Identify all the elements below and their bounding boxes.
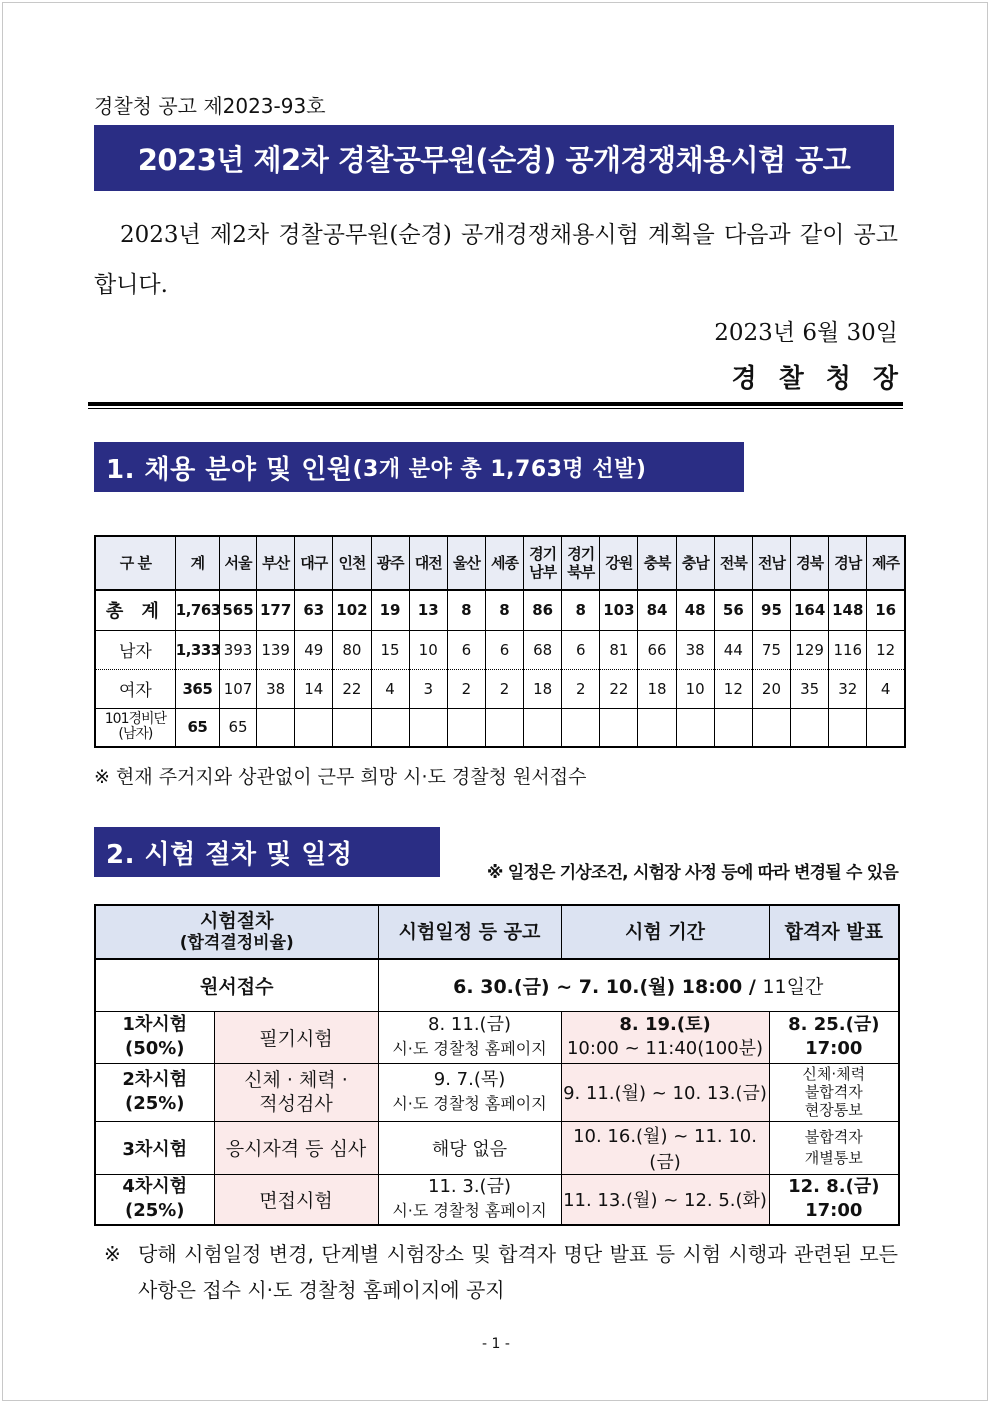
table-cell: 13: [409, 590, 447, 630]
column-header: 충북: [638, 536, 676, 590]
table-cell: 32: [829, 669, 867, 708]
stage-1: [95, 1011, 214, 1063]
table-cell: [562, 708, 600, 747]
table-cell: 18: [524, 669, 562, 708]
table-cell: [333, 708, 371, 747]
stage-3-period: 10. 16.(월) ~ 11. 10.(금): [561, 1121, 769, 1174]
stage-1-result: [769, 1011, 899, 1063]
row-label: 남자: [95, 630, 175, 669]
column-header: 대구: [295, 536, 333, 590]
table-cell: [676, 708, 714, 747]
stage-1-result-time: 17:00: [805, 1038, 863, 1059]
table-cell: 18: [638, 669, 676, 708]
table-cell: 35: [791, 669, 829, 708]
table-cell: 177: [257, 590, 295, 630]
table-cell: 2: [562, 669, 600, 708]
stage-2-label: 2차시험: [122, 1069, 188, 1090]
stage-3-label: 3차시험: [95, 1121, 214, 1174]
table-cell: [638, 708, 676, 747]
reception-days: 11일간: [762, 975, 824, 998]
table-cell: 8: [485, 590, 523, 630]
stage-4-announce: [378, 1174, 561, 1225]
stage-4-ratio: (25%): [124, 1200, 185, 1222]
table-cell: 1,333: [175, 630, 219, 669]
table-cell: 22: [600, 669, 638, 708]
table-cell: 66: [638, 630, 676, 669]
column-header: 서울: [219, 536, 256, 590]
stage-1-announce-place: 시·도 경찰청 홈페이지: [392, 1039, 547, 1058]
table-cell: 10: [676, 669, 714, 708]
table-cell: 81: [600, 630, 638, 669]
header-procedure-sub: (합격결정비율): [179, 933, 294, 953]
table-cell: 75: [752, 630, 790, 669]
reception-label: 원서접수: [95, 959, 378, 1011]
stage-3-result: [769, 1121, 899, 1174]
column-header: 인천: [333, 536, 371, 590]
reception-value: 6. 30.(금) ~ 7. 10.(월) 18:00 /: [453, 975, 763, 998]
table-cell: 16: [867, 590, 905, 630]
table-row: [95, 669, 905, 708]
stage-2-type-line1: 신체 · 체력 ·: [244, 1069, 348, 1091]
stage-1-period-date: 8. 19.(토): [619, 1014, 711, 1035]
column-header: 울산: [447, 536, 485, 590]
table-cell: 14: [295, 669, 333, 708]
notice-date: 2023년 6월 30일: [714, 320, 898, 346]
stage-4-result-time: 17:00: [805, 1200, 863, 1222]
signer: 경찰청장: [731, 364, 920, 394]
stage-1-period-time: 10:00 ~ 11:40(100분): [566, 1038, 764, 1059]
table-cell: 116: [829, 630, 867, 669]
table-cell: 48: [676, 590, 714, 630]
stage-2-announce-date: 9. 7.(목): [433, 1069, 506, 1090]
table-cell: 12: [867, 630, 905, 669]
column-header: 강원: [600, 536, 638, 590]
table-cell: 102: [333, 590, 371, 630]
stage-1-result-date: 8. 25.(금): [788, 1014, 880, 1035]
table-cell: [524, 708, 562, 747]
row-label: 여자: [95, 669, 175, 708]
column-header: 부산: [257, 536, 295, 590]
table-cell: 103: [600, 590, 638, 630]
table-cell: 139: [257, 630, 295, 669]
stage-1-ratio: (50%): [124, 1038, 185, 1059]
section1-note: ※ 현재 주거지와 상관없이 근무 희망 시·도 경찰청 원서접수: [94, 766, 587, 788]
table-cell: 38: [676, 630, 714, 669]
stage-4-period: 11. 13.(월) ~ 12. 5.(화): [561, 1174, 769, 1225]
table-cell: 2: [485, 669, 523, 708]
table-cell: 565: [219, 590, 256, 630]
schedule-table: [94, 904, 900, 1226]
stage-3-result-line1: 불합격자: [804, 1127, 863, 1146]
stage-2-result: [769, 1063, 899, 1121]
header-procedure-label: 시험절차: [200, 910, 274, 932]
column-header: 경북: [791, 536, 829, 590]
section2-heading: 2. 시험 절차 및 일정: [94, 827, 440, 877]
table-cell: [791, 708, 829, 747]
table-row: [95, 708, 905, 747]
table-cell: 65: [175, 708, 219, 747]
table-cell: 365: [175, 669, 219, 708]
stage-3-announce: 해당 없음: [378, 1121, 561, 1174]
table-cell: [867, 708, 905, 747]
table-cell: 3: [409, 669, 447, 708]
notice-number: 경찰청 공고 제2023-93호: [94, 94, 326, 118]
table-cell: 38: [257, 669, 295, 708]
stage-3-result-line2: 개별통보: [804, 1148, 863, 1167]
table-row: [95, 590, 905, 630]
stage-2-period: 9. 11.(월) ~ 10. 13.(금): [561, 1063, 769, 1121]
stage-4-label: 4차시험: [122, 1176, 188, 1198]
divider: [88, 402, 903, 406]
divider: [88, 408, 903, 409]
stage-4-announce-date: 11. 3.(금): [428, 1176, 511, 1198]
column-header: 세종: [485, 536, 523, 590]
column-header: 대전: [409, 536, 447, 590]
schedule-change-note: ※ 일정은 기상조건, 시험장 사정 등에 따라 변경될 수 있음: [486, 863, 898, 883]
stage-2-ratio: (25%): [124, 1093, 185, 1114]
header-result: 합격자 발표: [769, 905, 899, 959]
table-cell: 393: [219, 630, 256, 669]
section1-heading-text: 1. 채용 분야 및 인원: [106, 454, 353, 485]
table-cell: 4: [371, 669, 409, 708]
column-header: 경남: [829, 536, 867, 590]
table-cell: [485, 708, 523, 747]
stage-2-result-line3: 현장통보: [804, 1101, 863, 1119]
footnote-mark: ※: [104, 1242, 121, 1266]
table-cell: 56: [714, 590, 752, 630]
stage-4: [95, 1174, 214, 1225]
table-cell: 44: [714, 630, 752, 669]
stage-4-announce-place: 시·도 경찰청 홈페이지: [392, 1201, 547, 1221]
table-cell: 6: [447, 630, 485, 669]
table-cell: [714, 708, 752, 747]
column-header: 제주: [867, 536, 905, 590]
row-label: 총 계: [95, 590, 175, 630]
table-cell: 63: [295, 590, 333, 630]
table-cell: 12: [714, 669, 752, 708]
column-header: 충남: [676, 536, 714, 590]
table-cell: 6: [485, 630, 523, 669]
stage-4-type: 면접시험: [214, 1174, 378, 1225]
header-procedure: [95, 905, 378, 959]
header-period: 시험 기간: [561, 905, 769, 959]
column-header: 광주: [371, 536, 409, 590]
stage-4-result: [769, 1174, 899, 1225]
table-cell: 6: [562, 630, 600, 669]
table-cell: 86: [524, 590, 562, 630]
table-cell: 8: [447, 590, 485, 630]
table-cell: [371, 708, 409, 747]
stage-1-announce: [378, 1011, 561, 1063]
stage-2-result-line1: 신체·체력: [802, 1065, 866, 1083]
table-cell: 49: [295, 630, 333, 669]
stage-1-type: 필기시험: [214, 1011, 378, 1063]
stage-3-type: 응시자격 등 심사: [214, 1121, 378, 1174]
footnote-text: 당해 시험일정 변경, 단계별 시험장소 및 합격자 명단 발표 등 시험 시행과 관련된 모든 사항은 접수 시·도 경찰청 홈페이지에 공지: [138, 1242, 898, 1302]
stage-2-announce: [378, 1063, 561, 1121]
table-cell: 15: [371, 630, 409, 669]
stage-1-period: [561, 1011, 769, 1063]
stage-2-type: [214, 1063, 378, 1121]
table-cell: 2: [447, 669, 485, 708]
stage-1-label: 1차시험: [122, 1014, 188, 1035]
header-announce: 시험일정 등 공고: [378, 905, 561, 959]
table-cell: 129: [791, 630, 829, 669]
column-header: 경기 북부: [562, 536, 600, 590]
column-header: 경기 남부: [524, 536, 562, 590]
table-cell: 1,763: [175, 590, 219, 630]
table-row: [95, 630, 905, 669]
table-cell: 20: [752, 669, 790, 708]
footnote: [104, 1236, 898, 1308]
recruitment-table: [94, 535, 906, 748]
table-cell: [600, 708, 638, 747]
stage-1-announce-date: 8. 11.(금): [428, 1014, 511, 1035]
intro-text: 2023년 제2차 경찰공무원(순경) 공개경쟁채용시험 계획을 다음과 같이 공고합니다.: [94, 222, 898, 298]
table-cell: 4: [867, 669, 905, 708]
page-number: - 1 -: [482, 1336, 510, 1352]
reception-period: [378, 959, 899, 1011]
table-cell: 68: [524, 630, 562, 669]
stage-2-result-line2: 불합격자: [804, 1083, 863, 1101]
table-cell: [295, 708, 333, 747]
table-cell: 19: [371, 590, 409, 630]
table-cell: [409, 708, 447, 747]
table-cell: 65: [219, 708, 256, 747]
section1-heading-paren: (3개 분야 총 1,763명 선발): [352, 456, 647, 482]
table-cell: [257, 708, 295, 747]
table-cell: 80: [333, 630, 371, 669]
table-cell: [447, 708, 485, 747]
row-label: 101경비단 (남자): [95, 708, 175, 747]
table-cell: [752, 708, 790, 747]
section1-heading: [94, 442, 744, 492]
table-cell: 95: [752, 590, 790, 630]
table-cell: 22: [333, 669, 371, 708]
stage-4-result-date: 12. 8.(금): [788, 1176, 880, 1198]
page-title: 2023년 제2차 경찰공무원(순경) 공개경쟁채용시험 공고: [94, 125, 894, 191]
column-header: 계: [175, 536, 219, 590]
column-header: 구 분: [95, 536, 175, 590]
table-cell: 10: [409, 630, 447, 669]
stage-2-announce-place: 시·도 경찰청 홈페이지: [392, 1094, 547, 1113]
stage-2-type-line2: 적성검사: [259, 1093, 333, 1115]
table-cell: 8: [562, 590, 600, 630]
table-cell: 84: [638, 590, 676, 630]
table-cell: 164: [791, 590, 829, 630]
column-header: 전북: [714, 536, 752, 590]
table-cell: 148: [829, 590, 867, 630]
column-header: 전남: [752, 536, 790, 590]
table-cell: 107: [219, 669, 256, 708]
stage-2: [95, 1063, 214, 1121]
table-cell: [829, 708, 867, 747]
